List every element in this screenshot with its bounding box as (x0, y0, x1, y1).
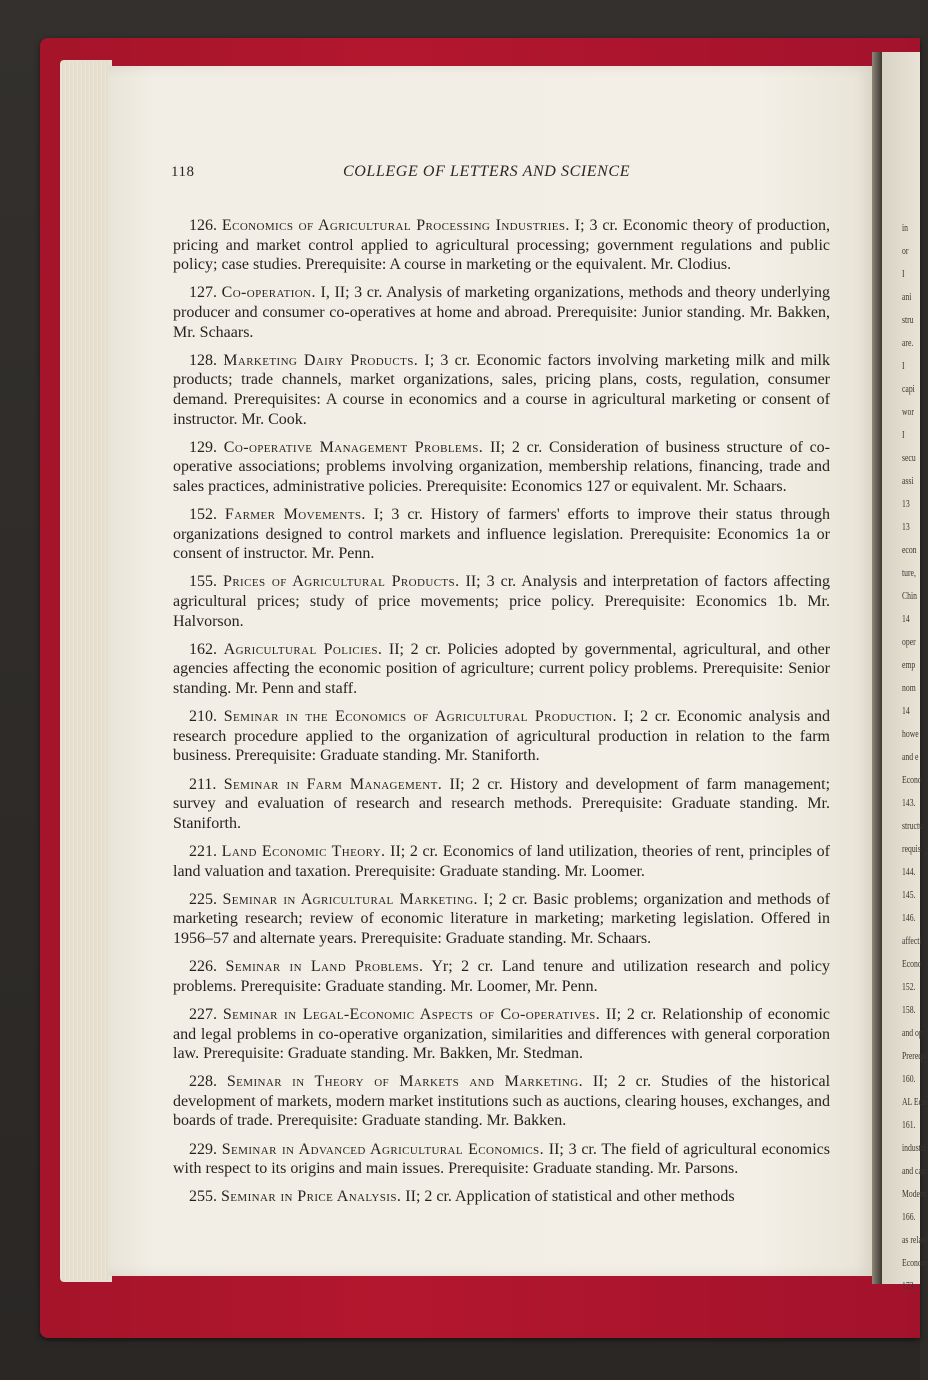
course-title: Marketing Dairy Products. (223, 351, 419, 369)
facing-page-fragment: stru (902, 314, 914, 326)
facing-page-fragment: 166. (902, 1211, 916, 1223)
course-title: Seminar in the Economics of Agricultural Production. (223, 708, 617, 726)
facing-page-fragment: and cap (902, 1165, 926, 1177)
course-number: 227. (189, 1005, 217, 1023)
course-title: Seminar in Advanced Agricultural Economics. (221, 1140, 544, 1158)
course-number: 128. (189, 351, 217, 369)
facing-page-fragment: 173. (902, 1280, 916, 1292)
facing-page-fragment: emp (902, 659, 916, 671)
course-entry (173, 216, 830, 275)
course-description: II; 2 cr. History and development of farm management; survey and evaluation of research and research methods. Prerequisite: Graduate standing. Mr. Staniforth. (173, 775, 831, 832)
facing-page-fragment: econ (902, 544, 917, 556)
course-title: Farmer Movements. (224, 506, 366, 524)
facing-page-fragment: Econom (902, 1257, 928, 1269)
course-entry (173, 505, 830, 564)
facing-page-fragment: 14 (902, 705, 910, 717)
facing-page-fragment: 158. (902, 1004, 916, 1016)
facing-page-fragment: and op (902, 1027, 923, 1039)
facing-page-fragment: industri (902, 1142, 926, 1154)
facing-page-fragment: as relate (902, 1234, 928, 1246)
facing-page-fragment: are. (902, 337, 914, 349)
course-entry (173, 890, 830, 949)
course-description: II; 2 cr. Studies of the historical development of markets, modern market institutions such as auctions, clearing houses, exchanges, and boards of trade. Prerequisite: Graduate standing. Mr. Bakken. (173, 1073, 831, 1130)
facing-page-fragment: ture, (902, 567, 916, 579)
facing-page-fragment: oper (902, 636, 916, 648)
facing-page-fragment: Chin (902, 590, 917, 602)
course-number: 228. (189, 1073, 217, 1091)
course-entry (173, 283, 830, 342)
course-description: II; 3 cr. Analysis and interpretation of factors affecting agricultural prices; study of price movements; price policy. Prerequisite: Economics 1b. Mr. Halvorson. (173, 573, 831, 630)
running-head: COLLEGE OF LETTERS AND SCIENCE (343, 163, 631, 180)
course-entry (173, 572, 830, 631)
course-number: 229. (189, 1140, 217, 1158)
facing-page-fragment: 143. (902, 797, 916, 809)
course-description: I; 3 cr. History of farmers' efforts to improve their status through organizations designed to control markets and influence legislation. Prerequisite: Economics 1a or consent of instructor. Mr. Penn. (173, 506, 830, 563)
course-entry (173, 351, 830, 429)
facing-page-fragment: 152. (902, 981, 916, 993)
course-description: I; 3 cr. Economic factors involving marketing milk and milk products; trade channels, market organizations, sales, pricing plans, costs, regulation, consumer demand. Prerequisites: A course in economics and a course in agricultural marketing or consent of instructor. Mr. Cook. (173, 351, 831, 428)
course-title: Land Economic Theory. (221, 842, 386, 860)
course-description: I, II; 3 cr. Analysis of marketing organizations, methods and theory underlying producer and consumer co-operatives at home and abroad. Prerequisite: Junior standing. Mr. Bakken, Mr. Schaars. (173, 284, 831, 341)
page-edges (60, 60, 112, 1282)
facing-page-fragment: I (902, 268, 905, 280)
course-description: II; 2 cr. Economics of land utilization, theories of rent, principles of land valuation and taxation. Prerequisite: Graduate standing. Mr. Loomer. (173, 842, 831, 880)
course-description: I; 3 cr. Economic theory of production, pricing and market control applied to agricultural processing; government regulations and public policy; case studies. Prerequisite: A course in marketing or the equivalent. Mr. Clodius. (173, 217, 831, 274)
course-title: Economics of Agricultural Processing Industries. (221, 217, 570, 234)
book-gutter (872, 52, 882, 1284)
course-title: Co-operative Management Problems. (223, 438, 484, 456)
facing-page-fragment: secu (902, 452, 916, 464)
facing-page-fragment: assi (902, 475, 914, 487)
course-number: 226. (189, 958, 217, 976)
course-number: 126. (189, 217, 217, 234)
course-entry (173, 438, 830, 497)
facing-page-fragment: Econo (902, 774, 922, 786)
course-title: Agricultural Policies. (223, 640, 383, 658)
course-title: Prices of Agricultural Products. (223, 573, 460, 591)
course-title: Co-operation. (221, 284, 316, 302)
facing-page-fragment: affecti (902, 935, 922, 947)
course-title: Seminar in Price Analysis. (221, 1188, 402, 1206)
course-listing (173, 216, 830, 1216)
course-number: 210. (189, 708, 217, 726)
facing-page-fragment: Prerequ (902, 1050, 926, 1062)
facing-page-fragment: in (902, 222, 908, 234)
course-entry (173, 1005, 830, 1064)
facing-page-fragment: or (902, 245, 909, 257)
facing-page-fragment: 13 (902, 498, 910, 510)
facing-page-fragment: 14 (902, 613, 910, 625)
course-number: 225. (189, 890, 217, 908)
course-title: Seminar in Theory of Markets and Marketing. (226, 1073, 584, 1091)
facing-page-fragment: 146. (902, 912, 916, 924)
facing-page-fragment: 145. (902, 889, 916, 901)
course-entry (173, 842, 830, 881)
course-entry (173, 957, 830, 996)
facing-page-fragment: I (902, 360, 905, 372)
page-number: 118 (171, 164, 195, 180)
facing-page-fragment: 144. (902, 866, 916, 878)
facing-page-fragment: nom (902, 682, 916, 694)
course-entry (173, 1140, 830, 1179)
course-description: I; 2 cr. Basic problems; organization and methods of marketing research; review of economic literature in marketing; marketing legislation. Offered in 1956–57 and alternate years. Prerequisite: Graduate standing. Mr. Schaars. (173, 890, 831, 947)
course-title: Seminar in Farm Management. (223, 775, 443, 793)
facing-page-fragment: Modern (902, 1188, 927, 1200)
course-number: 155. (189, 573, 217, 591)
facing-page-fragment: 161. (902, 1119, 916, 1131)
course-number: 255. (189, 1188, 217, 1206)
course-description: II; 2 cr. Application of statistical and other methods (405, 1188, 735, 1206)
facing-page-fragment: howe (902, 728, 919, 740)
course-entry (173, 1187, 830, 1207)
course-description: II; 3 cr. The field of agricultural economics with respect to its origins and main issues. Prerequisite: Graduate standing. Mr. Parsons. (173, 1140, 831, 1178)
course-description: Yr; 2 cr. Land tenure and utilization research and policy problems. Prerequisite: Graduate standing. Mr. Loomer, Mr. Penn. (173, 958, 831, 995)
course-title: Seminar in Legal-Economic Aspects of Co-operatives. (222, 1005, 601, 1023)
course-number: 127. (189, 284, 217, 302)
course-entry (173, 775, 830, 834)
facing-page-fragment: capi (902, 383, 915, 395)
course-number: 152. (189, 506, 217, 524)
course-description: I; 2 cr. Economic analysis and research procedure applied to the organization of agricultural production in relation to the farm business. Prerequisite: Graduate standing. Mr. Staniforth. (173, 708, 831, 765)
facing-page-fragment: 160. (902, 1073, 916, 1085)
facing-page-fragment: Econo (902, 958, 922, 970)
course-number: 211. (189, 775, 217, 793)
facing-page-fragment: ani (902, 291, 912, 303)
course-title: Seminar in Agricultural Marketing. (222, 890, 478, 908)
course-number: 162. (189, 640, 217, 658)
facing-page-fragment: structu (902, 820, 923, 832)
facing-page-fragment: requis (902, 843, 921, 855)
facing-page (882, 52, 928, 1292)
course-description: II; 2 cr. Policies adopted by governmental, agricultural, and other agencies affecting the economic position of agriculture; current policy problems. Prerequisite: Senior standing. Mr. Penn and staff. (173, 640, 831, 698)
course-description: II; 2 cr. Relationship of economic and legal problems in co-operative organization, similarities and differences with general corporation law. Prerequisite: Graduate standing. Mr. Bakken, Mr. Stedman. (173, 1005, 831, 1063)
course-entry (173, 640, 830, 699)
course-number: 129. (189, 438, 217, 456)
facing-page-fragment: I (902, 429, 905, 441)
facing-page-fragment: wor (902, 406, 914, 418)
facing-page-fragment: and e (902, 751, 919, 763)
facing-page-fragment: 13 (902, 521, 910, 533)
course-entry (173, 707, 830, 766)
facing-page-fragment: AL Eco (902, 1096, 926, 1108)
course-description: II; 2 cr. Consideration of business structure of co-operative associations; problems involving organization, membership relations, financing, trade and sales practices, administrative policies. Prerequisite: Economics 127 or equivalent. Mr. Schaars. (173, 438, 830, 495)
course-number: 221. (189, 842, 217, 860)
course-title: Seminar in Land Problems. (225, 958, 424, 976)
course-entry (173, 1072, 830, 1131)
